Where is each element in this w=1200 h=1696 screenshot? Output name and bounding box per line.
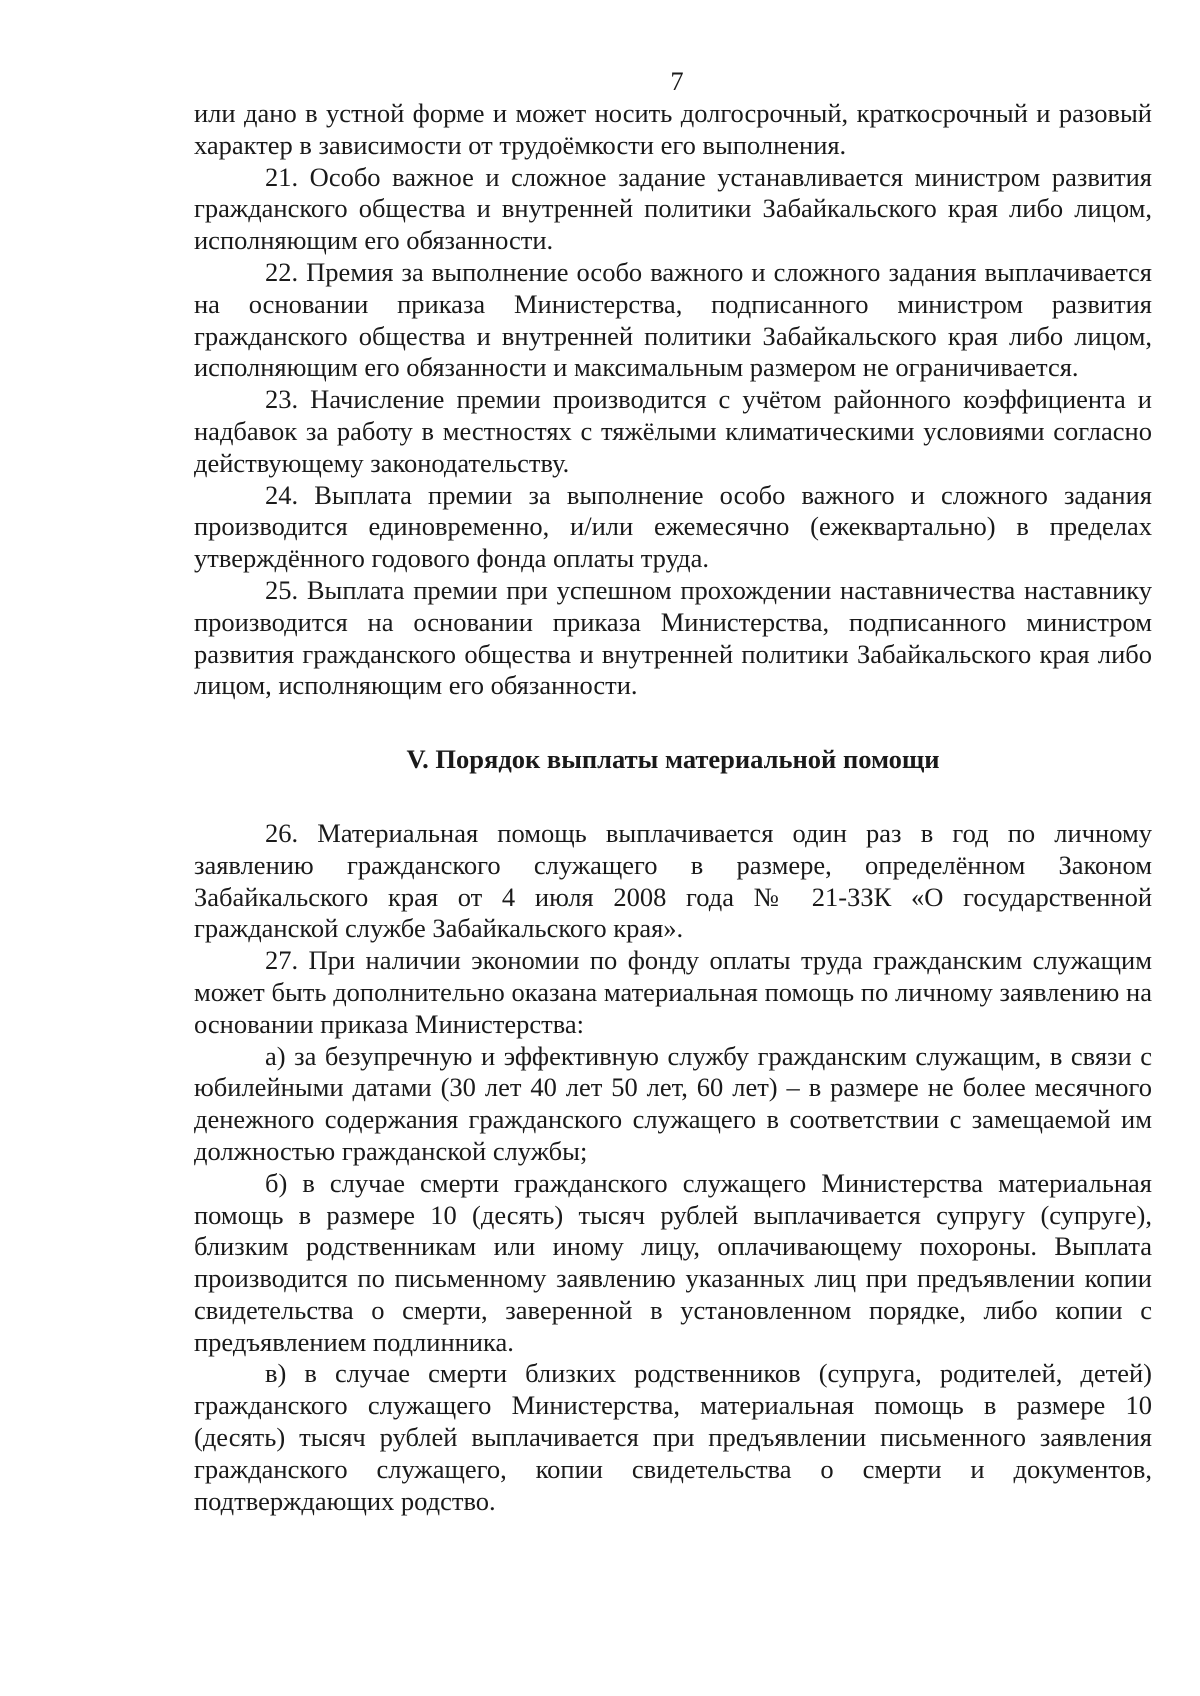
- paragraph-27: 27. При наличии экономии по фонду оплаты труда гражданским служащим может быть дополнительно оказана материальная помощь по личному заявлению на основании приказа Министерства:: [194, 945, 1152, 1039]
- paragraphs-before-section: [194, 98, 1152, 702]
- paragraphs-after-section: [194, 818, 1152, 1518]
- paragraph-27-v: в) в случае смерти близких родственников (супруга, родителей, детей) гражданского служащего Министерства, материальная помощь в размере 10 (десять) тысяч рублей выплачивается при предъявлении письменного заявления гражданского служащего, копии свидетельства о смерти и документов, подтверждающих родство.: [194, 1358, 1152, 1516]
- paragraph-27-a: а) за безупречную и эффективную службу гражданским служащим, в связи с юбилейными датами (30 лет 40 лет 50 лет, 60 лет) – в размере не более месячного денежного содержания гражданского служащего в соответствии с замещаемой им должностью гражданской службы;: [194, 1040, 1152, 1166]
- paragraph-20-continuation: или дано в устной форме и может носить долгосрочный, краткосрочный и разовый характер в зависимости от трудоёмкости его выполнения.: [194, 98, 1152, 160]
- document-page: [194, 66, 1152, 1517]
- page-number: 7: [670, 66, 684, 96]
- paragraph-23: 23. Начисление премии производится с учётом районного коэффициента и надбавок за работу в местностях с тяжёлыми климатическими условиями согласно действующему законодательству.: [194, 384, 1152, 478]
- paragraph-21: 21. Особо важное и сложное задание устанавливается министром развития гражданского общества и внутренней политики Забайкальского края либо лицом, исполняющим его обязанности.: [194, 161, 1152, 256]
- paragraph-27-b: б) в случае смерти гражданского служащего Министерства материальная помощь в размере 10 (десять) тысяч рублей выплачивается супругу (супруге), близким родственникам или иному лицу, оплачивающему похороны. Выплата производится по письменному заявлению указанных лиц при предъявлении копии свидетельства о смерти, заверенной в установленном порядке, либо копии с предъявлением подлинника.: [194, 1167, 1152, 1357]
- paragraph-24: 24. Выплата премии за выполнение особо важного и сложного задания производится единовременно, и/или ежемесячно (ежеквартально) в пределах утверждённого годового фонда оплаты труда.: [194, 479, 1152, 574]
- paragraph-22: 22. Премия за выполнение особо важного и сложного задания выплачивается на основании приказа Министерства, подписанного министром развития гражданского общества и внутренней политики Забайкальского края либо лицом, исполняющим его обязанности и максимальным размером не ограничивается.: [194, 256, 1152, 383]
- paragraph-26: 26. Материальная помощь выплачивается один раз в год по личному заявлению гражданского служащего в размере, определённом Законом Забайкальского края от 4 июля 2008 года № 21-ЗЗК «О государственной гражданской службе Забайкальского края».: [194, 817, 1152, 944]
- section-heading: V. Порядок выплаты материальной помощи: [406, 744, 940, 775]
- paragraph-25: 25. Выплата премии при успешном прохождении наставничества наставнику производится на основании приказа Министерства, подписанного министром развития гражданского общества и внутренней политики Забайкальского края либо лицом, исполняющим его обязанности.: [194, 574, 1152, 701]
